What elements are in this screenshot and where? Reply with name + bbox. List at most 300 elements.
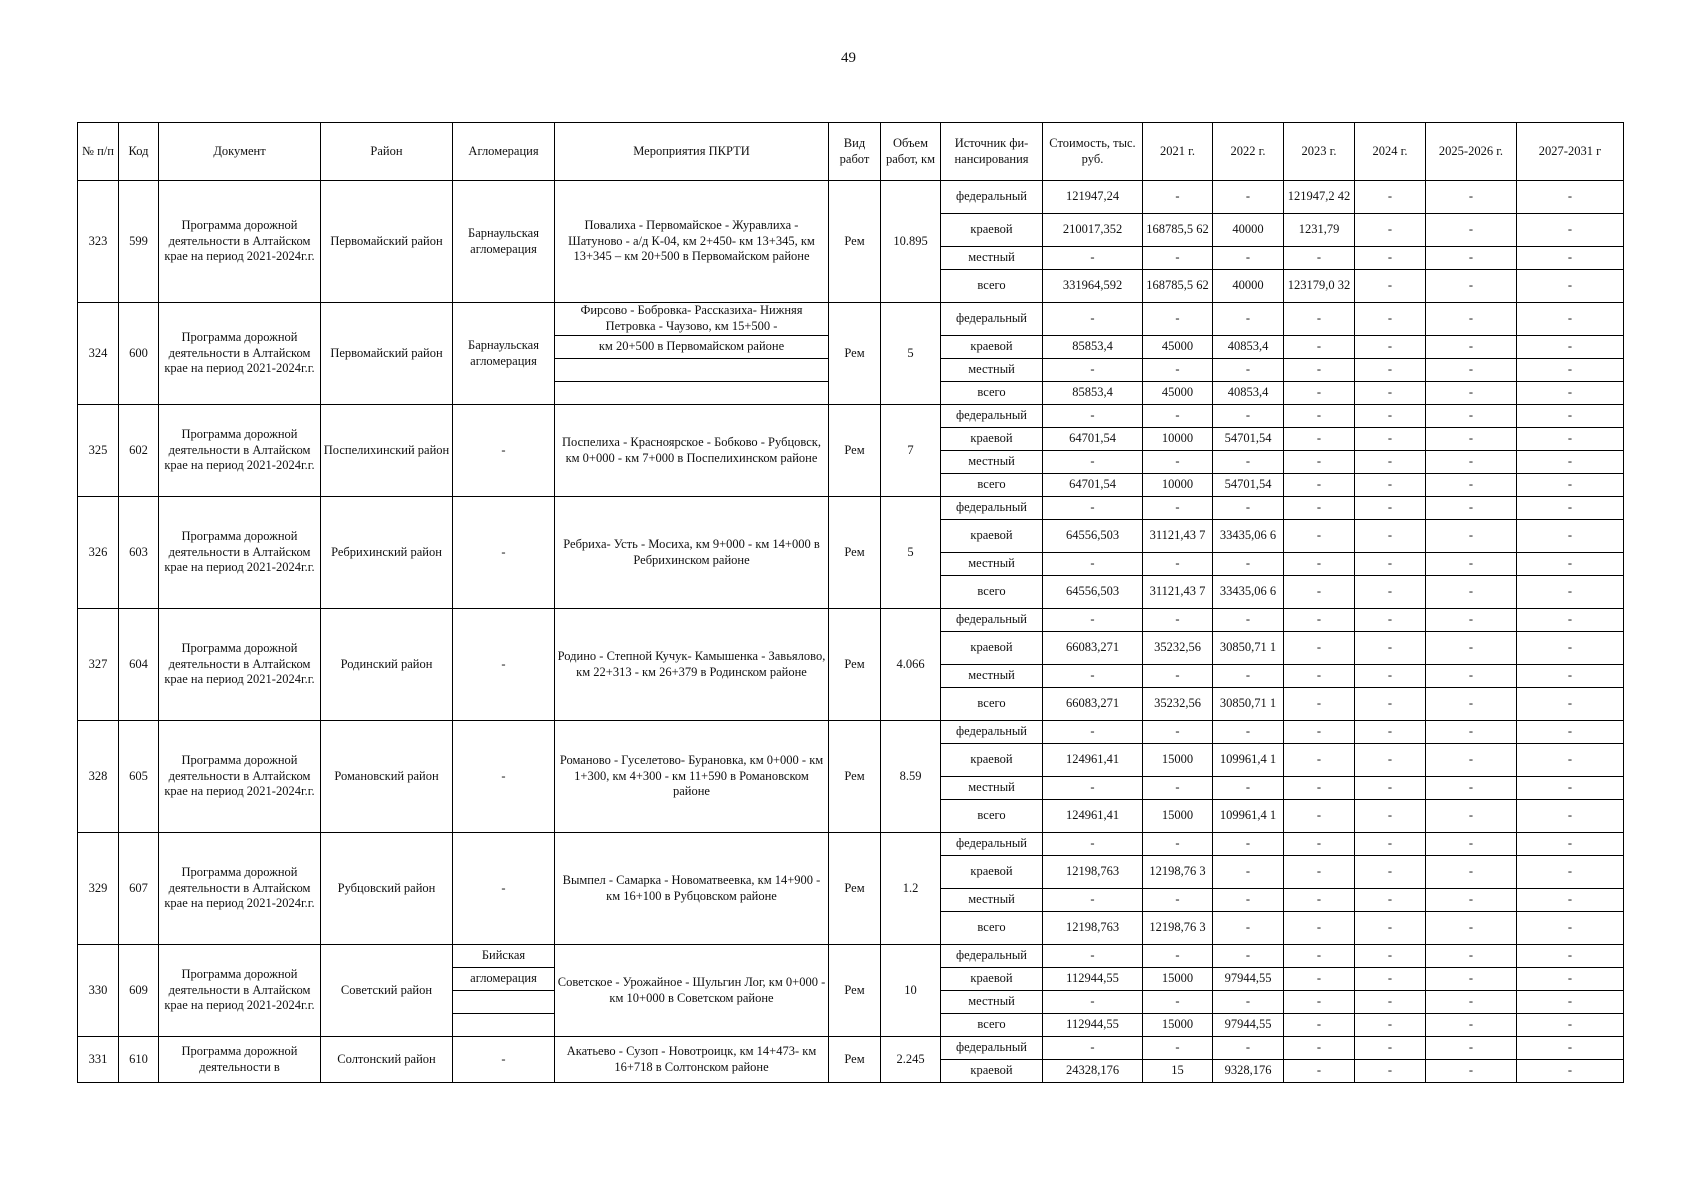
fin-2023-cell: -	[1284, 520, 1355, 553]
fin-2022-cell: -	[1213, 609, 1284, 632]
fin-cost-cell: 121947,24	[1043, 181, 1143, 214]
fin-2024-cell: -	[1355, 497, 1426, 520]
fin-2025-2026-cell: -	[1426, 912, 1517, 945]
row-district-cell: Романовский район	[321, 721, 453, 833]
fin-2021-cell: 10000	[1143, 428, 1213, 451]
fin-2024-cell: -	[1355, 688, 1426, 721]
fin-2025-2026-cell: -	[1426, 428, 1517, 451]
fin-2025-2026-cell: -	[1426, 359, 1517, 382]
table-row	[78, 181, 1624, 214]
fin-2022-cell: 40853,4	[1213, 382, 1284, 405]
row-district-cell: Ребрихинский район	[321, 497, 453, 609]
fin-2025-2026-cell: -	[1426, 336, 1517, 359]
fin-2023-cell: -	[1284, 1037, 1355, 1060]
row-agglomeration-blank-cell	[453, 1014, 555, 1037]
row-activity-cell: Поспелиха - Красноярское - Бобково - Рубцовск, км 0+000 - км 7+000 в Поспелихинском районе	[555, 405, 829, 497]
fin-2022-cell: -	[1213, 451, 1284, 474]
row-num-cell: 323	[78, 181, 119, 303]
fin-cost-cell: 64701,54	[1043, 474, 1143, 497]
row-activity-blank-cell	[555, 382, 829, 405]
fin-2021-cell: -	[1143, 451, 1213, 474]
row-district-cell: Солтонский район	[321, 1037, 453, 1083]
fin-2025-2026-cell: -	[1426, 800, 1517, 833]
fin-cost-cell: -	[1043, 777, 1143, 800]
fin-2023-cell: -	[1284, 1014, 1355, 1037]
fin-2021-cell: -	[1143, 497, 1213, 520]
row-volume-cell: 7	[881, 405, 941, 497]
fin-2023-cell: -	[1284, 303, 1355, 336]
fin-2022-cell: 30850,71 1	[1213, 688, 1284, 721]
fin-source-cell: местный	[941, 777, 1043, 800]
fin-2024-cell: -	[1355, 451, 1426, 474]
fin-cost-cell: 124961,41	[1043, 800, 1143, 833]
header-source: Источник фи-нансирования	[941, 123, 1043, 181]
row-district-cell: Первомайский район	[321, 303, 453, 405]
fin-2027-2031-cell: -	[1517, 721, 1624, 744]
fin-2022-cell: -	[1213, 889, 1284, 912]
row-document-cell: Программа дорожной деятельности в Алтайском крае на период 2021-2024г.г.	[159, 721, 321, 833]
fin-2021-cell: 35232,56	[1143, 688, 1213, 721]
fin-2025-2026-cell: -	[1426, 968, 1517, 991]
fin-2022-cell: -	[1213, 303, 1284, 336]
fin-2021-cell: 31121,43 7	[1143, 520, 1213, 553]
fin-2024-cell: -	[1355, 303, 1426, 336]
row-district-cell: Первомайский район	[321, 181, 453, 303]
table-row	[78, 609, 1624, 632]
fin-2027-2031-cell: -	[1517, 405, 1624, 428]
fin-2023-cell: -	[1284, 800, 1355, 833]
fin-2024-cell: -	[1355, 991, 1426, 1014]
fin-2022-cell: 9328,176	[1213, 1060, 1284, 1083]
fin-2023-cell: -	[1284, 609, 1355, 632]
fin-2023-cell: -	[1284, 405, 1355, 428]
header-2021: 2021 г.	[1143, 123, 1213, 181]
fin-cost-cell: -	[1043, 497, 1143, 520]
fin-source-cell: всего	[941, 382, 1043, 405]
fin-2027-2031-cell: -	[1517, 1014, 1624, 1037]
table-row	[78, 1037, 1624, 1060]
row-work-type-cell: Рем	[829, 945, 881, 1037]
fin-2021-cell: -	[1143, 359, 1213, 382]
row-code-cell: 610	[119, 1037, 159, 1083]
row-num-cell: 330	[78, 945, 119, 1037]
fin-source-cell: краевой	[941, 214, 1043, 247]
fin-2023-cell: 123179,0 32	[1284, 270, 1355, 303]
header-cost: Стоимость, тыс. руб.	[1043, 123, 1143, 181]
fin-2022-cell: -	[1213, 991, 1284, 1014]
row-activity-cell: Фирсово - Бобровка- Рассказиха- Нижняя Петровка - Чаузово, км 15+500 -	[555, 303, 829, 336]
fin-2025-2026-cell: -	[1426, 991, 1517, 1014]
fin-2024-cell: -	[1355, 856, 1426, 889]
fin-2022-cell: 54701,54	[1213, 474, 1284, 497]
fin-source-cell: федеральный	[941, 181, 1043, 214]
row-agglomeration-cell: Барнаульская агломерация	[453, 181, 555, 303]
fin-cost-cell: -	[1043, 665, 1143, 688]
fin-2024-cell: -	[1355, 553, 1426, 576]
fin-2027-2031-cell: -	[1517, 632, 1624, 665]
fin-2023-cell: -	[1284, 721, 1355, 744]
fin-2021-cell: -	[1143, 889, 1213, 912]
header-2027-2031: 2027-2031 г	[1517, 123, 1624, 181]
fin-2027-2031-cell: -	[1517, 1037, 1624, 1060]
row-work-type-cell: Рем	[829, 721, 881, 833]
fin-cost-cell: -	[1043, 889, 1143, 912]
fin-2023-cell: -	[1284, 688, 1355, 721]
fin-2022-cell: -	[1213, 247, 1284, 270]
fin-2027-2031-cell: -	[1517, 968, 1624, 991]
fin-2027-2031-cell: -	[1517, 609, 1624, 632]
fin-2024-cell: -	[1355, 721, 1426, 744]
row-document-cell: Программа дорожной деятельности в Алтайском крае на период 2021-2024г.г.	[159, 405, 321, 497]
fin-2021-cell: 168785,5 62	[1143, 214, 1213, 247]
fin-2027-2031-cell: -	[1517, 428, 1624, 451]
fin-2027-2031-cell: -	[1517, 520, 1624, 553]
table-body	[78, 181, 1624, 1083]
fin-source-cell: краевой	[941, 1060, 1043, 1083]
row-num-cell: 328	[78, 721, 119, 833]
fin-cost-cell: -	[1043, 359, 1143, 382]
fin-2027-2031-cell: -	[1517, 451, 1624, 474]
fin-2024-cell: -	[1355, 336, 1426, 359]
row-agglomeration-cell: агломерация	[453, 968, 555, 991]
fin-2024-cell: -	[1355, 632, 1426, 665]
fin-2023-cell: -	[1284, 833, 1355, 856]
row-volume-cell: 10.895	[881, 181, 941, 303]
fin-cost-cell: 112944,55	[1043, 1014, 1143, 1037]
fin-2022-cell: -	[1213, 945, 1284, 968]
fin-2027-2031-cell: -	[1517, 474, 1624, 497]
fin-2021-cell: -	[1143, 303, 1213, 336]
row-volume-cell: 4.066	[881, 609, 941, 721]
row-agglomeration-cell: -	[453, 405, 555, 497]
row-agglomeration-cell: -	[453, 721, 555, 833]
fin-2027-2031-cell: -	[1517, 665, 1624, 688]
fin-2022-cell: -	[1213, 497, 1284, 520]
fin-2024-cell: -	[1355, 359, 1426, 382]
row-code-cell: 599	[119, 181, 159, 303]
program-table	[77, 122, 1624, 1083]
fin-2021-cell: 45000	[1143, 336, 1213, 359]
fin-2024-cell: -	[1355, 833, 1426, 856]
fin-source-cell: федеральный	[941, 721, 1043, 744]
fin-2021-cell: 10000	[1143, 474, 1213, 497]
fin-2025-2026-cell: -	[1426, 609, 1517, 632]
fin-2024-cell: -	[1355, 382, 1426, 405]
fin-2027-2031-cell: -	[1517, 1060, 1624, 1083]
fin-source-cell: краевой	[941, 744, 1043, 777]
fin-cost-cell: -	[1043, 451, 1143, 474]
fin-cost-cell: -	[1043, 1037, 1143, 1060]
fin-source-cell: федеральный	[941, 1037, 1043, 1060]
fin-2022-cell: 40000	[1213, 270, 1284, 303]
fin-2027-2031-cell: -	[1517, 777, 1624, 800]
fin-2027-2031-cell: -	[1517, 576, 1624, 609]
row-activity-cell: Ребриха- Усть - Мосиха, км 9+000 - км 14+000 в Ребрихинском районе	[555, 497, 829, 609]
row-code-cell: 600	[119, 303, 159, 405]
row-num-cell: 326	[78, 497, 119, 609]
table-row	[78, 721, 1624, 744]
row-activity-cell: Советское - Урожайное - Шульгин Лог, км 0+000 - км 10+000 в Советском районе	[555, 945, 829, 1037]
table-row	[78, 833, 1624, 856]
fin-2024-cell: -	[1355, 744, 1426, 777]
row-num-cell: 329	[78, 833, 119, 945]
fin-2022-cell: 40000	[1213, 214, 1284, 247]
fin-2025-2026-cell: -	[1426, 382, 1517, 405]
header-volume: Объем работ, км	[881, 123, 941, 181]
fin-2024-cell: -	[1355, 270, 1426, 303]
fin-2023-cell: -	[1284, 991, 1355, 1014]
fin-source-cell: федеральный	[941, 945, 1043, 968]
row-agglomeration-cell: -	[453, 497, 555, 609]
row-activity-cell: км 20+500 в Первомайском районе	[555, 336, 829, 359]
header-agglomeration: Агломерация	[453, 123, 555, 181]
fin-2021-cell: 15000	[1143, 744, 1213, 777]
fin-2021-cell: -	[1143, 609, 1213, 632]
fin-2023-cell: 1231,79	[1284, 214, 1355, 247]
fin-2023-cell: -	[1284, 382, 1355, 405]
row-num-cell: 325	[78, 405, 119, 497]
fin-2025-2026-cell: -	[1426, 833, 1517, 856]
fin-2021-cell: -	[1143, 247, 1213, 270]
header-2023: 2023 г.	[1284, 123, 1355, 181]
fin-source-cell: краевой	[941, 968, 1043, 991]
fin-cost-cell: 331964,592	[1043, 270, 1143, 303]
row-agglomeration-cell: Бийская	[453, 945, 555, 968]
row-code-cell: 602	[119, 405, 159, 497]
fin-2021-cell: 15000	[1143, 1014, 1213, 1037]
row-activity-cell: Акатьево - Сузоп - Новотроицк, км 14+473- км 16+718 в Солтонском районе	[555, 1037, 829, 1083]
row-work-type-cell: Рем	[829, 1037, 881, 1083]
row-code-cell: 607	[119, 833, 159, 945]
fin-2022-cell: 109961,4 1	[1213, 800, 1284, 833]
fin-2024-cell: -	[1355, 1060, 1426, 1083]
fin-source-cell: всего	[941, 688, 1043, 721]
fin-2023-cell: -	[1284, 968, 1355, 991]
fin-cost-cell: -	[1043, 721, 1143, 744]
fin-2023-cell: -	[1284, 497, 1355, 520]
fin-2024-cell: -	[1355, 247, 1426, 270]
fin-2027-2031-cell: -	[1517, 303, 1624, 336]
fin-2021-cell: -	[1143, 665, 1213, 688]
row-work-type-cell: Рем	[829, 405, 881, 497]
fin-2027-2031-cell: -	[1517, 744, 1624, 777]
header-activity: Мероприятия ПКРТИ	[555, 123, 829, 181]
row-num-cell: 327	[78, 609, 119, 721]
fin-2024-cell: -	[1355, 428, 1426, 451]
row-district-cell: Рубцовский район	[321, 833, 453, 945]
row-agglomeration-cell: -	[453, 1037, 555, 1083]
fin-2023-cell: -	[1284, 247, 1355, 270]
table-header	[78, 123, 1624, 181]
fin-2025-2026-cell: -	[1426, 247, 1517, 270]
fin-2025-2026-cell: -	[1426, 1014, 1517, 1037]
header-code: Код	[119, 123, 159, 181]
fin-2022-cell: -	[1213, 553, 1284, 576]
fin-source-cell: местный	[941, 991, 1043, 1014]
fin-2023-cell: -	[1284, 428, 1355, 451]
fin-cost-cell: -	[1043, 405, 1143, 428]
fin-2021-cell: 15000	[1143, 968, 1213, 991]
fin-source-cell: краевой	[941, 856, 1043, 889]
row-code-cell: 609	[119, 945, 159, 1037]
row-work-type-cell: Рем	[829, 303, 881, 405]
fin-2027-2031-cell: -	[1517, 912, 1624, 945]
fin-2021-cell: -	[1143, 405, 1213, 428]
fin-2024-cell: -	[1355, 609, 1426, 632]
fin-cost-cell: 64701,54	[1043, 428, 1143, 451]
row-document-cell: Программа дорожной деятельности в Алтайском крае на период 2021-2024г.г.	[159, 609, 321, 721]
row-work-type-cell: Рем	[829, 833, 881, 945]
fin-2027-2031-cell: -	[1517, 856, 1624, 889]
row-document-cell: Программа дорожной деятельности в Алтайском крае на период 2021-2024г.г.	[159, 497, 321, 609]
fin-source-cell: федеральный	[941, 497, 1043, 520]
fin-2024-cell: -	[1355, 1014, 1426, 1037]
fin-2021-cell: 35232,56	[1143, 632, 1213, 665]
fin-2027-2031-cell: -	[1517, 181, 1624, 214]
fin-source-cell: местный	[941, 553, 1043, 576]
fin-2022-cell: -	[1213, 856, 1284, 889]
row-district-cell: Родинский район	[321, 609, 453, 721]
row-agglomeration-cell: -	[453, 609, 555, 721]
fin-cost-cell: 85853,4	[1043, 382, 1143, 405]
fin-cost-cell: 124961,41	[1043, 744, 1143, 777]
fin-2022-cell: -	[1213, 665, 1284, 688]
fin-2024-cell: -	[1355, 889, 1426, 912]
fin-2025-2026-cell: -	[1426, 856, 1517, 889]
row-district-cell: Поспелихинский район	[321, 405, 453, 497]
fin-cost-cell: 66083,271	[1043, 632, 1143, 665]
fin-2023-cell: -	[1284, 474, 1355, 497]
row-agglomeration-blank-cell	[453, 991, 555, 1014]
fin-2022-cell: -	[1213, 405, 1284, 428]
fin-cost-cell: -	[1043, 609, 1143, 632]
fin-2027-2031-cell: -	[1517, 991, 1624, 1014]
fin-2025-2026-cell: -	[1426, 451, 1517, 474]
fin-source-cell: всего	[941, 912, 1043, 945]
fin-2022-cell: -	[1213, 912, 1284, 945]
row-document-cell: Программа дорожной деятельности в Алтайском крае на период 2021-2024г.г.	[159, 833, 321, 945]
fin-2023-cell: -	[1284, 336, 1355, 359]
fin-2022-cell: 30850,71 1	[1213, 632, 1284, 665]
fin-2024-cell: -	[1355, 1037, 1426, 1060]
row-activity-cell: Родино - Степной Кучук- Камышенка - Завьялово, км 22+313 - км 26+379 в Родинском районе	[555, 609, 829, 721]
fin-source-cell: всего	[941, 1014, 1043, 1037]
fin-2025-2026-cell: -	[1426, 744, 1517, 777]
fin-2023-cell: -	[1284, 359, 1355, 382]
row-volume-cell: 1.2	[881, 833, 941, 945]
table-row	[78, 497, 1624, 520]
row-agglomeration-cell: -	[453, 833, 555, 945]
fin-source-cell: местный	[941, 359, 1043, 382]
row-code-cell: 604	[119, 609, 159, 721]
fin-2027-2031-cell: -	[1517, 889, 1624, 912]
fin-2021-cell: -	[1143, 833, 1213, 856]
header-num: № п/п	[78, 123, 119, 181]
row-volume-cell: 10	[881, 945, 941, 1037]
fin-cost-cell: -	[1043, 945, 1143, 968]
row-volume-cell: 8.59	[881, 721, 941, 833]
fin-2025-2026-cell: -	[1426, 889, 1517, 912]
fin-2023-cell: -	[1284, 632, 1355, 665]
fin-2021-cell: 15000	[1143, 800, 1213, 833]
fin-cost-cell: -	[1043, 991, 1143, 1014]
fin-2022-cell: -	[1213, 833, 1284, 856]
row-activity-blank-cell	[555, 359, 829, 382]
page-number: 49	[841, 50, 856, 66]
fin-2021-cell: -	[1143, 945, 1213, 968]
header-2025-2026: 2025-2026 г.	[1426, 123, 1517, 181]
fin-2021-cell: -	[1143, 721, 1213, 744]
fin-source-cell: местный	[941, 451, 1043, 474]
fin-cost-cell: 12198,763	[1043, 856, 1143, 889]
row-document-cell: Программа дорожной деятельности в Алтайском крае на период 2021-2024г.г.	[159, 945, 321, 1037]
header-work-type: Вид работ	[829, 123, 881, 181]
fin-2023-cell: -	[1284, 744, 1355, 777]
row-document-cell: Программа дорожной деятельности в	[159, 1037, 321, 1083]
fin-cost-cell: -	[1043, 553, 1143, 576]
fin-2025-2026-cell: -	[1426, 214, 1517, 247]
fin-2027-2031-cell: -	[1517, 214, 1624, 247]
fin-source-cell: федеральный	[941, 833, 1043, 856]
fin-2023-cell: -	[1284, 912, 1355, 945]
fin-2021-cell: -	[1143, 777, 1213, 800]
fin-2024-cell: -	[1355, 576, 1426, 609]
fin-2023-cell: -	[1284, 777, 1355, 800]
fin-2021-cell: 168785,5 62	[1143, 270, 1213, 303]
fin-source-cell: всего	[941, 800, 1043, 833]
fin-2025-2026-cell: -	[1426, 553, 1517, 576]
fin-2021-cell: 12198,76 3	[1143, 912, 1213, 945]
fin-2022-cell: -	[1213, 721, 1284, 744]
row-work-type-cell: Рем	[829, 497, 881, 609]
fin-cost-cell: 85853,4	[1043, 336, 1143, 359]
row-code-cell: 605	[119, 721, 159, 833]
fin-cost-cell: -	[1043, 247, 1143, 270]
fin-source-cell: краевой	[941, 632, 1043, 665]
row-activity-cell: Повалиха - Первомайское - Журавлиха - Шатуново - а/д К-04, км 2+450- км 13+345, км 13+345 – км 20+500 в Первомайском районе	[555, 181, 829, 303]
fin-2024-cell: -	[1355, 665, 1426, 688]
row-volume-cell: 5	[881, 497, 941, 609]
fin-2022-cell: 40853,4	[1213, 336, 1284, 359]
fin-2025-2026-cell: -	[1426, 1037, 1517, 1060]
fin-2022-cell: -	[1213, 1037, 1284, 1060]
fin-2027-2031-cell: -	[1517, 497, 1624, 520]
fin-2022-cell: 97944,55	[1213, 968, 1284, 991]
fin-2023-cell: -	[1284, 665, 1355, 688]
row-document-cell: Программа дорожной деятельности в Алтайском крае на период 2021-2024г.г.	[159, 181, 321, 303]
fin-2027-2031-cell: -	[1517, 833, 1624, 856]
fin-2021-cell: -	[1143, 181, 1213, 214]
fin-2021-cell: 31121,43 7	[1143, 576, 1213, 609]
row-num-cell: 331	[78, 1037, 119, 1083]
fin-2024-cell: -	[1355, 474, 1426, 497]
fin-2022-cell: 33435,06 6	[1213, 576, 1284, 609]
fin-2022-cell: 33435,06 6	[1213, 520, 1284, 553]
fin-2025-2026-cell: -	[1426, 1060, 1517, 1083]
fin-2024-cell: -	[1355, 945, 1426, 968]
fin-2023-cell: -	[1284, 1060, 1355, 1083]
fin-2022-cell: 54701,54	[1213, 428, 1284, 451]
fin-2025-2026-cell: -	[1426, 945, 1517, 968]
row-activity-cell: Вымпел - Самарка - Новоматвеевка, км 14+900 - км 16+100 в Рубцовском районе	[555, 833, 829, 945]
fin-2025-2026-cell: -	[1426, 665, 1517, 688]
fin-source-cell: краевой	[941, 428, 1043, 451]
row-code-cell: 603	[119, 497, 159, 609]
row-document-cell: Программа дорожной деятельности в Алтайском крае на период 2021-2024г.г.	[159, 303, 321, 405]
header-document: Документ	[159, 123, 321, 181]
fin-2023-cell: -	[1284, 553, 1355, 576]
fin-source-cell: местный	[941, 889, 1043, 912]
